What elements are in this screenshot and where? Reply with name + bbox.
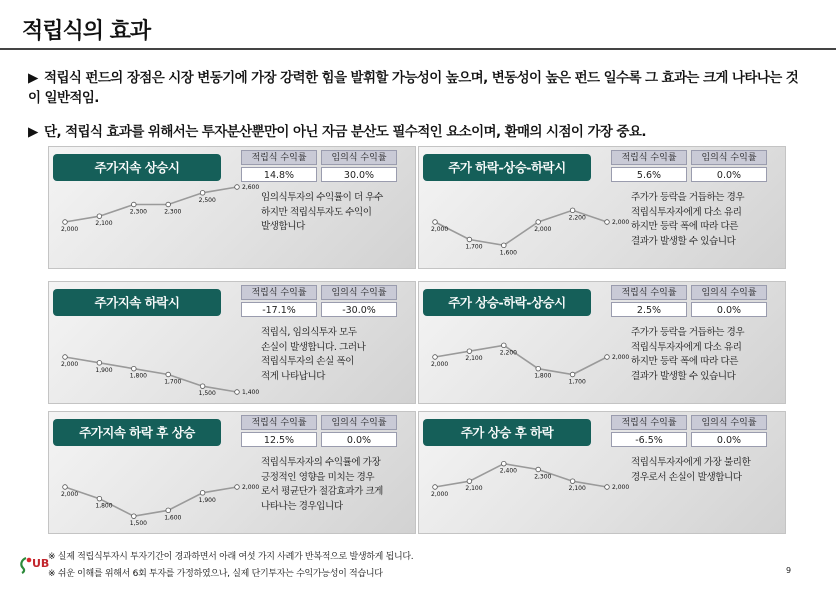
triangle-bullet-icon: ▶ [28, 70, 38, 86]
price-point-label: 1,900 [95, 366, 113, 374]
price-point-label: 2,000 [431, 491, 449, 498]
price-point [166, 202, 171, 207]
price-point [605, 485, 610, 490]
price-line-chart [49, 177, 260, 269]
description-line: 나타나는 경우입니다 [261, 500, 343, 512]
description-line: 손실이 발생합니다. 그러나 [261, 341, 366, 353]
price-line-chart [419, 442, 630, 534]
price-point-label: 1,400 [242, 389, 260, 396]
scenario-title: 주가 하락-상승-하락시 [423, 154, 591, 181]
price-point [570, 372, 575, 377]
description-line: 적립식투자자에게 다소 유리 [631, 341, 742, 353]
price-point [63, 355, 68, 360]
price-point-label: 1,700 [465, 243, 483, 251]
price-point [200, 491, 205, 496]
scenario-description [261, 326, 411, 384]
price-line-chart [419, 312, 630, 404]
price-point [166, 508, 171, 513]
price-point [433, 485, 438, 490]
bullet-1 [28, 68, 808, 108]
scenario-panel-rise-fall-rise [418, 281, 786, 404]
lumpsum-return-header: 임의식 수익률 [321, 150, 397, 165]
installment-return-value: 5.6% [611, 167, 687, 182]
scenario-title: 주가 상승 후 하락 [423, 419, 591, 446]
price-point-label: 2,000 [431, 361, 449, 368]
description-line: 적게 나타납니다 [261, 370, 326, 382]
price-point-label: 2,300 [164, 208, 182, 216]
installment-return-header: 적립식 수익률 [241, 415, 317, 430]
description-line: 하지만 적립식투자도 수익이 [261, 206, 372, 218]
price-point-label: 1,600 [164, 514, 182, 522]
description-line: 주가가 등락을 거듭하는 경우 [631, 192, 745, 203]
price-point-label: 2,000 [61, 361, 79, 368]
description-line: 경우로서 손실이 발생합니다 [631, 471, 742, 483]
price-series-line [435, 464, 607, 487]
price-point [433, 220, 438, 225]
price-point-label: 1,500 [198, 390, 216, 398]
price-point [235, 485, 240, 490]
installment-return-header: 적립식 수익률 [611, 150, 687, 165]
page-title: 적립식의 효과 [22, 19, 151, 44]
price-point [97, 214, 102, 219]
scenario-description [631, 326, 781, 384]
price-point [97, 361, 102, 366]
price-point-label: 1,500 [129, 520, 147, 528]
price-point-label: 2,000 [431, 226, 449, 233]
installment-return-header: 적립식 수익률 [241, 150, 317, 165]
scenario-title: 주가지속 상승시 [53, 154, 221, 181]
price-point [536, 467, 541, 472]
installment-return-header: 적립식 수익률 [611, 285, 687, 300]
price-point-label: 2,600 [242, 184, 260, 191]
price-point-label: 2,100 [465, 355, 483, 363]
price-series-line [435, 345, 607, 374]
price-point [132, 202, 137, 207]
scenario-panel-fall-then-rise [48, 411, 416, 534]
price-point-label: 2,000 [61, 491, 79, 498]
price-line-chart [49, 442, 260, 534]
price-point-label: 2,100 [95, 220, 113, 228]
lumpsum-return-header: 임의식 수익률 [321, 285, 397, 300]
description-line: 발생합니다 [261, 221, 305, 232]
price-point-label: 2,100 [568, 485, 586, 493]
footnote-2: ※ 쉬운 이해를 위해서 6회 투자를 가정하였으나, 실제 단기투자는 수익가능성이 적습니다 [48, 569, 383, 579]
lumpsum-return-value: -30.0% [321, 302, 397, 317]
price-point-label: 1,800 [534, 372, 552, 380]
price-point [502, 461, 507, 466]
price-series-line [65, 187, 237, 222]
scenario-description [261, 456, 411, 514]
lumpsum-return-header: 임의식 수익률 [691, 150, 767, 165]
price-point-label: 2,500 [198, 196, 216, 204]
price-point-label: 2,300 [534, 473, 552, 481]
lumpsum-return-value: 30.0% [321, 167, 397, 182]
scenario-panel-fall-rise-fall [418, 146, 786, 269]
description-line: 적립식, 임의식투자 모두 [261, 327, 357, 338]
scenario-description [631, 191, 781, 249]
price-point [502, 243, 507, 248]
price-point-label: 1,700 [568, 378, 586, 386]
price-point [536, 220, 541, 225]
installment-return-header: 적립식 수익률 [611, 415, 687, 430]
lumpsum-return-header: 임의식 수익률 [691, 415, 767, 430]
price-point [200, 384, 205, 389]
price-point [433, 355, 438, 360]
scenario-title: 주가 상승-하락-상승시 [423, 289, 591, 316]
description-line: 긍정적인 영향을 미치는 경우 [261, 471, 375, 483]
price-point [467, 237, 472, 242]
price-point-label: 2,000 [242, 484, 260, 491]
price-point [132, 366, 137, 371]
lumpsum-return-value: 0.0% [321, 432, 397, 447]
price-point [200, 191, 205, 196]
price-point-label: 2,100 [465, 485, 483, 493]
price-point-label: 2,000 [534, 226, 552, 233]
scenario-panel-falling [48, 281, 416, 404]
price-point-label: 2,000 [61, 226, 79, 233]
price-point-label: 1,900 [198, 496, 216, 504]
price-point [132, 514, 137, 519]
bullet-2 [28, 122, 818, 142]
lumpsum-return-value: 0.0% [691, 167, 767, 182]
price-point [570, 479, 575, 484]
price-point-label: 2,200 [499, 349, 517, 357]
triangle-bullet-icon: ▶ [28, 124, 38, 140]
price-point-label: 1,700 [164, 378, 182, 386]
description-line: 적립식투자의 손실 폭이 [261, 356, 355, 367]
installment-return-value: 14.8% [241, 167, 317, 182]
price-point [467, 479, 472, 484]
price-point [63, 220, 68, 225]
price-point [502, 343, 507, 348]
price-point-label: 1,800 [129, 372, 147, 380]
description-line: 적립식투자자에게 다소 유리 [631, 206, 742, 218]
installment-return-value: -17.1% [241, 302, 317, 317]
scenario-panel-rise-then-fall [418, 411, 786, 534]
description-line: 하지만 등락 폭에 따라 다른 [631, 356, 739, 367]
lumpsum-return-header: 임의식 수익률 [321, 415, 397, 430]
price-point [235, 185, 240, 190]
installment-return-header: 적립식 수익률 [241, 285, 317, 300]
title-divider [0, 48, 836, 50]
installment-return-value: 2.5% [611, 302, 687, 317]
price-point [467, 349, 472, 354]
price-point-label: 2,000 [612, 354, 630, 361]
price-line-chart [419, 177, 630, 269]
price-point-label: 1,800 [95, 502, 113, 510]
description-line: 적립식투자자에게 가장 불리한 [631, 457, 751, 468]
lumpsum-return-header: 임의식 수익률 [691, 285, 767, 300]
price-point [605, 220, 610, 225]
price-point [166, 372, 171, 377]
description-line: 결과가 발생할 수 있습니다 [631, 370, 736, 382]
description-line: 주가가 등락을 거듭하는 경우 [631, 327, 745, 338]
price-point [63, 485, 68, 490]
price-point [235, 390, 240, 395]
lumpsum-return-value: 0.0% [691, 302, 767, 317]
price-point [605, 355, 610, 360]
price-point-label: 2,200 [568, 214, 586, 222]
price-point [570, 208, 575, 213]
price-series-line [65, 357, 237, 392]
description-line: 하지만 등락 폭에 따라 다른 [631, 221, 739, 232]
price-point-label: 1,600 [499, 249, 517, 257]
description-line: 임의식투자의 수익률이 더 우수 [261, 192, 383, 203]
price-point-label: 2,000 [612, 484, 630, 491]
price-point [97, 496, 102, 501]
description-line: 적립식투자자의 수익률에 가장 [261, 457, 381, 468]
price-point [536, 366, 541, 371]
scenario-title: 주가지속 하락 후 상승 [53, 419, 221, 446]
price-point-label: 2,000 [612, 219, 630, 226]
scenario-description [261, 191, 411, 235]
footnote-1: ※ 실제 적립식투자시 투자기간이 경과하면서 아래 여섯 가지 사례가 반복적으로 발생하게 됩니다. [48, 552, 414, 562]
installment-return-value: 12.5% [241, 432, 317, 447]
scenario-panel-rising [48, 146, 416, 269]
bullet-1-text: 적립식 펀드의 장점은 시장 변동기에 가장 강력한 힘을 발휘할 가능성이 높으며, 변동성이 높은 펀드 일수록 그 효과는 크게 나타나는 것이 일반적임. [28, 70, 799, 106]
description-line: 결과가 발생할 수 있습니다 [631, 235, 736, 247]
price-point-label: 2,300 [129, 208, 147, 216]
price-line-chart [49, 312, 260, 404]
scenario-description [631, 456, 781, 485]
price-point-label: 2,400 [499, 467, 517, 475]
scenario-title: 주가지속 하락시 [53, 289, 221, 316]
logo-text: UB [32, 557, 50, 570]
bullet-2-text: 단, 적립식 효과를 위해서는 투자분산뿐만이 아닌 자금 분산도 필수적인 요소이며, 환매의 시점이 가장 중요. [44, 124, 646, 140]
installment-return-value: -6.5% [611, 432, 687, 447]
lumpsum-return-value: 0.0% [691, 432, 767, 447]
page-number: 9 [786, 566, 792, 575]
description-line: 로서 평균단가 절감효과가 크게 [261, 486, 383, 497]
